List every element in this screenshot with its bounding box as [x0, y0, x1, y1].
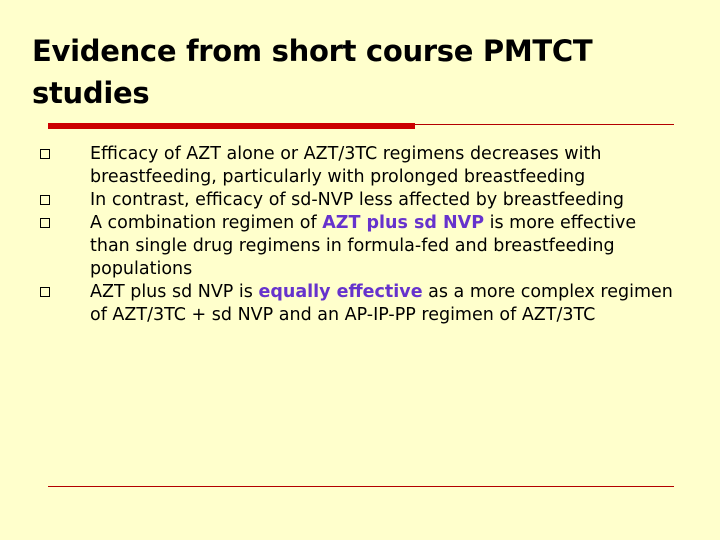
hollow-square-bullet-icon: [40, 195, 50, 205]
bullet-list: [40, 143, 680, 327]
bullet-text-4-after: as a more complex regimen of AZT/3TC + sd NVP and an AP-IP-PP regimen of AZT/3TC: [90, 282, 673, 325]
title-accent-bar: [48, 123, 415, 129]
hollow-square-bullet-icon: [40, 218, 50, 228]
bullet-highlight-azt-plus-sd-nvp: AZT plus sd NVP: [322, 213, 485, 233]
bullet-text-3-after: is more effective than single drug regimens in formula-fed and breastfeeding populations: [90, 213, 637, 279]
bottom-divider-line: [48, 486, 674, 487]
bullet-text-4-before: AZT plus sd NVP is: [90, 282, 259, 302]
bullet-item-1: [40, 143, 680, 189]
bullet-item-2: [40, 189, 680, 212]
bullet-item-3: [40, 212, 680, 281]
bullet-text-1: Efficacy of AZT alone or AZT/3TC regimens decreases with breastfeeding, particularly with prolonged breastfeeding: [90, 144, 602, 187]
hollow-square-bullet-icon: [40, 287, 50, 297]
slide-title: Evidence from short course PMTCT studies: [32, 34, 593, 110]
bullet-item-4: [40, 281, 680, 327]
bullet-highlight-equally-effective: equally effective: [258, 282, 423, 302]
hollow-square-bullet-icon: [40, 149, 50, 159]
bullet-text-3-before: A combination regimen of: [90, 213, 323, 233]
bullet-text-2: In contrast, efficacy of sd-NVP less affected by breastfeeding: [90, 190, 625, 210]
